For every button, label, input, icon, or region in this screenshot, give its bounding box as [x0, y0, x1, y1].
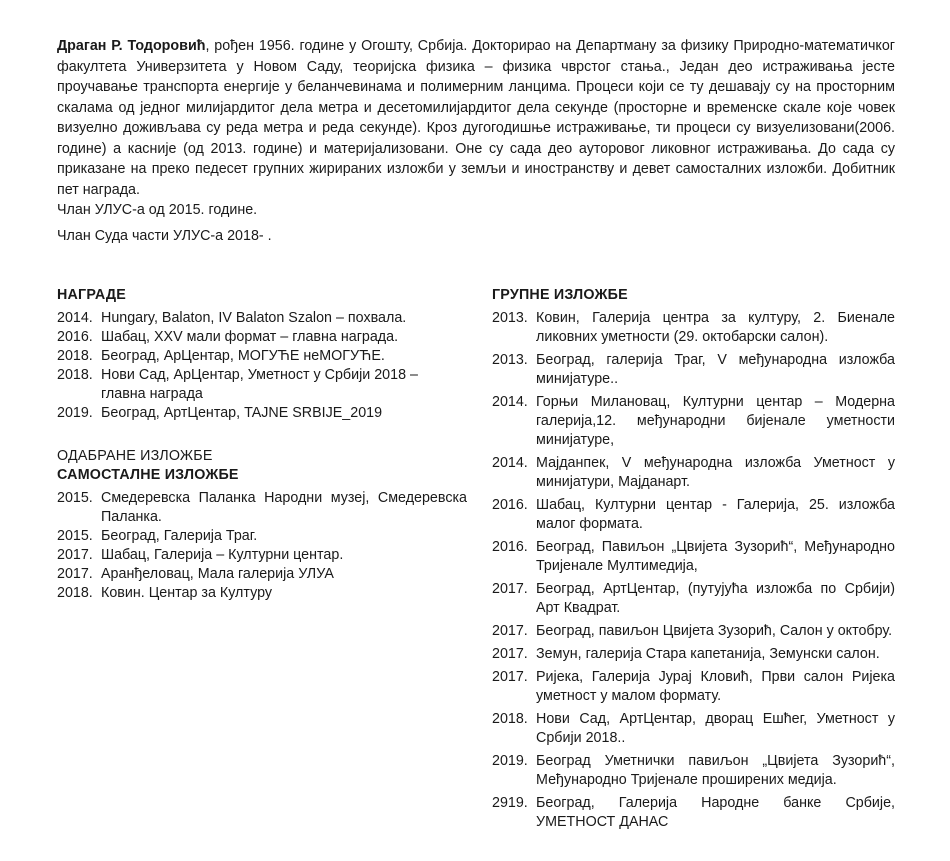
group-year: 2017.	[492, 623, 528, 639]
group-year: 2013.	[492, 310, 528, 326]
award-text: Београд, АрЦентар, МОГУЋЕ неМОГУЋЕ.	[101, 348, 385, 364]
solo-item	[57, 584, 467, 603]
group-year: 2017.	[492, 581, 528, 597]
awards-list	[57, 309, 467, 423]
group-text: Београд, павиљон Цвијета Зузорић, Салон у октобру.	[536, 623, 893, 639]
solo-year: 2018.	[57, 585, 93, 601]
group-year: 2919.	[492, 795, 528, 811]
group-text: Ковин, Галерија центра за културу, 2. Биенале ликовних уметности (29. октобарски салон).	[536, 310, 895, 345]
section-spacer	[57, 423, 467, 447]
solo-item	[57, 527, 467, 546]
group-text: Нови Сад, АртЦентар, дворац Ешћег, Уметност у Србији 2018..	[536, 711, 895, 746]
group-year: 2016.	[492, 539, 528, 555]
group-item	[492, 351, 895, 389]
group-text: Горњи Милановац, Културни центар – Модерна галерија,12. међународни бијенале уметности минијатуре,	[536, 394, 895, 448]
court-note: Члан Суда части УЛУС-а 2018- .	[57, 228, 272, 244]
award-item	[57, 347, 467, 366]
awards-heading: НАГРАДЕ	[57, 287, 127, 303]
group-text: Београд Уметнички павиљон „Цвијета Зузорић“, Међународно Тријенале проширених медија.	[536, 753, 895, 788]
group-list	[492, 309, 895, 832]
group-item	[492, 309, 895, 347]
group-item	[492, 538, 895, 576]
award-item	[57, 366, 467, 404]
award-year: 2018.	[57, 348, 93, 364]
award-item	[57, 404, 467, 423]
award-item	[57, 328, 467, 347]
group-year: 2014.	[492, 455, 528, 471]
award-year: 2019.	[57, 405, 93, 421]
left-column	[57, 286, 467, 603]
group-year: 2019.	[492, 753, 528, 769]
group-text: Ријека, Галерија Јурај Кловић, Први салон Ријека уметност у малом формату.	[536, 669, 895, 704]
group-text: Београд, АртЦентар, (путујућа изложба по Србији) Арт Квадрат.	[536, 581, 895, 616]
group-year: 2017.	[492, 669, 528, 685]
right-column	[492, 286, 895, 836]
group-text: Земун, галерија Стара капетанија, Земунски салон.	[536, 646, 880, 662]
group-text: Београд, Галерија Народне банке Србије, УМЕТНОСТ ДАНАС	[536, 795, 895, 830]
group-item	[492, 645, 895, 664]
group-exhibitions-heading: ГРУПНЕ ИЗЛОЖБЕ	[492, 287, 628, 303]
biography-paragraph	[57, 36, 895, 200]
group-item	[492, 668, 895, 706]
group-year: 2017.	[492, 646, 528, 662]
group-year: 2018.	[492, 711, 528, 727]
group-item	[492, 496, 895, 534]
group-year: 2013.	[492, 352, 528, 368]
artist-name: Драган Р. Тодоровић	[57, 38, 206, 54]
solo-text: Смедеревска Паланка Народни музеј, Смедеревска Паланка.	[101, 490, 467, 525]
group-item	[492, 454, 895, 492]
award-item	[57, 309, 467, 328]
group-year: 2014.	[492, 394, 528, 410]
group-item	[492, 393, 895, 450]
award-text: Нови Сад, АрЦентар, Уметност у Србији 2018 – главна награда	[101, 367, 418, 402]
group-year: 2016.	[492, 497, 528, 513]
solo-text: Аранђеловац, Мала галерија УЛУА	[101, 566, 334, 582]
membership-note: Члан УЛУС-а од 2015. године.	[57, 202, 258, 218]
solo-text: Шабац, Галерија – Културни центар.	[101, 547, 344, 563]
selected-exhibitions-heading: ОДАБРАНЕ ИЗЛОЖБЕ	[57, 448, 213, 464]
group-item	[492, 794, 895, 832]
biography-text: , рођен 1956. године у Огошту, Србија. Докторирао на Департману за физику Природно-математичког факултета Универзитета у Новом Саду, теоријска физика – физика чврстог стања., Један део истраживања јесте проучавање транспорта енергије у беланчевинама и полимерним ланцима. Процеси који се ту дешавају су на просторним скалама од једног милијардитог дела метра и десетомилијардитог дела секунде (просторне и временске скале које човек визуелно доживљава су реда метра и реда секунде). Кроз дугогодишње истраживање, ти процеси су визуелизовани(2006. године) а касније (од 2013. године) и материјализовани. Оне су сада део ауторовог ликовног истраживања. До сада су приказане на преко педесет групних жирираних изложби у земљи и иностранству и девет самосталних изложби. Добитник пет награда.	[57, 38, 895, 198]
solo-year: 2015.	[57, 528, 93, 544]
group-item	[492, 622, 895, 641]
group-item	[492, 710, 895, 748]
solo-item	[57, 489, 467, 527]
group-item	[492, 580, 895, 618]
group-text: Београд, Павиљон „Цвијета Зузорић“, Међународно Тријенале Мултимедија,	[536, 539, 895, 574]
award-text: Hungary, Balaton, IV Balaton Szalon – похвала.	[101, 310, 407, 326]
award-year: 2018.	[57, 367, 93, 383]
group-text: Мајданпек, V међународна изложба Уметност у минијатури, Мајданарт.	[536, 455, 895, 490]
solo-year: 2015.	[57, 490, 93, 506]
award-text: Шабац, XXV мали формат – главна награда.	[101, 329, 399, 345]
solo-item	[57, 565, 467, 584]
group-text: Шабац, Културни центар - Галерија, 25. изложба малог формата.	[536, 497, 895, 532]
award-text: Београд, АртЦентар, TAJNE SRBIJE_2019	[101, 405, 383, 421]
award-year: 2016.	[57, 329, 93, 345]
solo-year: 2017.	[57, 566, 93, 582]
award-year: 2014.	[57, 310, 93, 326]
solo-text: Ковин. Центар за Културу	[101, 585, 273, 601]
solo-exhibitions-heading: САМОСТАЛНЕ ИЗЛОЖБЕ	[57, 467, 239, 483]
solo-text: Београд, Галерија Траг.	[101, 528, 258, 544]
solo-year: 2017.	[57, 547, 93, 563]
solo-item	[57, 546, 467, 565]
group-text: Београд, галерија Траг, V међународна изложба минијатуре..	[536, 352, 895, 387]
group-item	[492, 752, 895, 790]
solo-list	[57, 489, 467, 603]
